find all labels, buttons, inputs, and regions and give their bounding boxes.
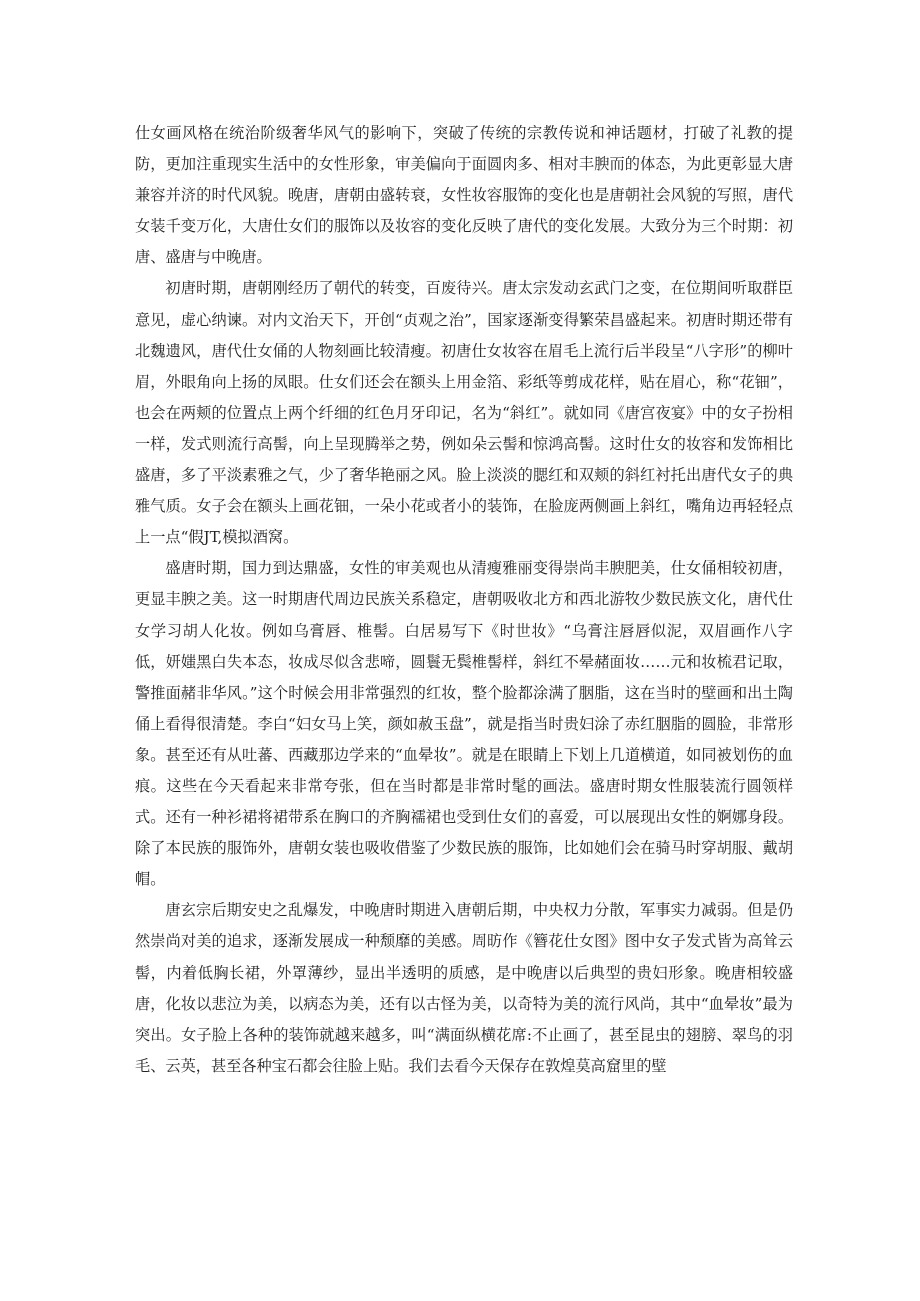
paragraph-intro: 仕女画风格在统治阶级奢华风气的影响下，突破了传统的宗教传说和神话题材，打破了礼教的提防，更加注重现实生活中的女性形象，审美偏向于面圆肉多、相对丰腴而的体态，为此更彰显大唐兼容并济的时代风貌。晚唐，唐朝由盛转衰，女性妆容服饰的变化也是唐朝社会风貌的写照，唐代女装千变万化，大唐仕女们的服饰以及妆容的变化反映了唐代的变化发展。大致分为三个时期：初唐、盛唐与中晚唐。 — [135, 124, 793, 267]
paragraph-high-tang: 盛唐时期，国力到达鼎盛，女性的审美观也从清瘦雅丽变得崇尚丰腴肥美，仕女俑相较初唐，更显丰腴之美。这一时期唐代周边民族关系稳定，唐朝吸收北方和西北游牧少数民族文化，唐代仕女学习胡人化妆。例如乌膏唇、椎髻。白居易写下《时世妆》“乌膏注唇唇似泥，双眉画作八字低，妍媸黑白失本态，妆成尽似含悲啼，圆鬟无鬓椎髻样，斜红不晕赭面妆……元和妆梳君记取，警推面赭非华风。”这个时候会用非常强烈的红妆，整个脸都涂满了胭脂，这在当时的壁画和出土陶俑上看得很清楚。李白“妇女马上笑，颜如赦玉盘”，就是指当时贵妇涂了赤红胭脂的圆脸，非常形象。甚至还有从吐蕃、西藏那边学来的“血晕妆”。就是在眼睛上下划上几道横道，如同被划伤的血痕。这些在今天看起来非常夸张，但在当时都是非常时髦的画法。盛唐时期女性服装流行圆领样式。还有一种衫裙将裙带系在胸口的齐胸襦裙也受到仕女们的喜爱，可以展现出女性的婀娜身段。除了本民族的服饰外，唐朝女装也吸收借鉴了少数民族的服饰，比如她们会在骑马时穿胡服、戴胡帽。 — [135, 559, 793, 889]
paragraph-early-tang: 初唐时期，唐朝刚经历了朝代的转变，百废待兴。唐太宗发动玄武门之变，在位期间听取群臣意见，虚心纳谏。对内文治天下，开创“贞观之治”，国家逐渐变得繁荣昌盛起来。初唐时期还带有北魏遗风，唐代仕女俑的人物刻画比较清瘦。初唐仕女妆容在眉毛上流行后半段呈“八字形”的柳叶眉，外眼角向上扬的凤眼。仕女们还会在额头上用金箔、彩纸等剪成花样，贴在眉心，称“花钿”，也会在两颊的位置点上两个纤细的红色月牙印记，名为“斜红”。就如同《唐宫夜宴》中的女子扮相一样，发式则流行高髻，向上呈现腾举之势，例如朵云髻和惊鸿高髻。这时仕女的妆容和发饰相比盛唐，多了平淡素雅之气，少了奢华艳丽之风。脸上淡淡的腮红和双颊的斜红衬托出唐代女子的典雅气质。女子会在额头上画花钿，一朵小花或者小的装饰，在脸庞两侧画上斜红，嘴角边再轻轻点上一点“假JT,模拟酒窝。 — [135, 279, 793, 547]
paragraph-mid-late-tang: 唐玄宗后期安史之乱爆发，中晚唐时期进入唐朝后期，中央权力分散，军事实力减弱。但是仍然崇尚对美的追求，逐渐发展成一种颓靡的美感。周昉作《簪花仕女图》图中女子发式皆为高耸云髻，内着低胸长裙，外罩薄纱，显出半透明的质感，是中晚唐以后典型的贵妇形象。晚唐相较盛唐，化妆以悲泣为美，以病态为美，还有以古怪为美，以奇特为美的流行风尚，其中“血晕妆”最为突出。女子脸上各种的装饰就越来越多，叫“满面纵横花席:不止画了，甚至昆虫的翅膀、翠鸟的羽毛、云英，甚至各种宝石都会往脸上贴。我们去看今天保存在敦煌莫高窟里的壁 — [135, 901, 793, 1075]
article-body — [135, 118, 793, 1082]
